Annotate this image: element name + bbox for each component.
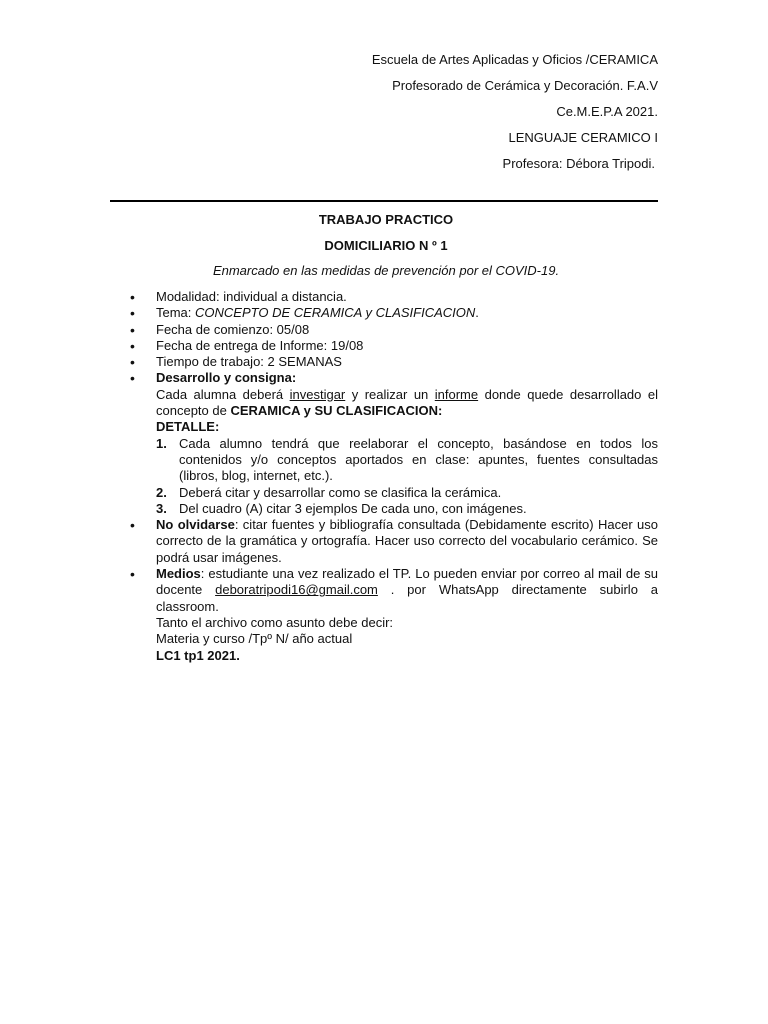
bullet-list bbox=[130, 289, 658, 664]
fecha-entrega-text: Fecha de entrega de Informe: 19/08 bbox=[156, 337, 364, 353]
list-item-desarrollo bbox=[130, 370, 658, 517]
asunto-line-3: LC1 tp1 2021. bbox=[156, 647, 240, 663]
asunto-line-1: Tanto el archivo como asunto debe decir: bbox=[156, 614, 394, 630]
desarrollo-text-1: Cada alumna deberá bbox=[156, 386, 290, 402]
medios-label: Medios bbox=[156, 566, 201, 582]
header-school: Escuela de Artes Aplicadas y Oficios /CERAMICA bbox=[371, 52, 658, 67]
olvidarse-text: : citar fuentes y bibliografía consultada (Debidamente escrito) Hacer uso correcto de la gramática y ortografía. Hacer uso correcto del vocabulario cerámico. Se podrá usar imágenes. bbox=[156, 517, 658, 565]
list-item-no-olvidarse bbox=[130, 517, 658, 566]
informe-underlined: informe bbox=[434, 386, 479, 402]
desarrollo-text-2: y realizar un bbox=[345, 386, 435, 402]
desarrollo-text-3: donde quede desarrollado el concepto de bbox=[156, 386, 658, 419]
detalle-item bbox=[156, 501, 658, 517]
email-link[interactable]: deboratripodi16@gmail.com bbox=[215, 582, 378, 598]
header-institution: Ce.M.E.P.A 2021. bbox=[556, 104, 658, 119]
list-item-modalidad bbox=[130, 289, 658, 305]
header-program: Profesorado de Cerámica y Decoración. F.A.V bbox=[392, 78, 658, 93]
desarrollo-paragraph bbox=[156, 387, 658, 420]
doc-title: TRABAJO PRACTICO bbox=[318, 212, 454, 227]
header-subject: LENGUAJE CERAMICO I bbox=[508, 130, 658, 145]
medios-text-1: : estudiante una vez realizado el TP. Lo pueden enviar por correo al mail de su docente bbox=[156, 566, 658, 598]
header-teacher: Profesora: Débora Tripodi. bbox=[502, 156, 655, 171]
detalle-item bbox=[156, 436, 658, 485]
desarrollo-label: • Desarrollo y consigna: bbox=[156, 370, 297, 386]
detalle-number: 2. bbox=[156, 484, 167, 500]
doc-title-number: DOMICILIARIO N º 1 bbox=[324, 238, 448, 253]
list-item-fecha-comienzo bbox=[130, 322, 658, 338]
list-item-tiempo bbox=[130, 354, 658, 370]
modalidad-text: Modalidad: individual a distancia. bbox=[156, 289, 347, 304]
detalle-list bbox=[156, 436, 658, 517]
detalle-number: 3. bbox=[156, 500, 167, 516]
investigar-underlined: investigar bbox=[289, 386, 346, 402]
horizontal-rule bbox=[110, 200, 658, 202]
medios-text-2: . por WhatsApp directamente subirlo a classroom. bbox=[156, 582, 658, 614]
detalle-text: Del cuadro (A) citar 3 ejemplos De cada uno, con imágenes. bbox=[179, 500, 527, 516]
list-item-tema bbox=[130, 305, 658, 321]
detalle-text: Deberá citar y desarrollar como se clasifica la cerámica. bbox=[179, 484, 502, 500]
detalle-text: Cada alumno tendrá que reelaborar el concepto, basándose en todos los contenidos y/o conceptos aportados en clase: apuntes, fuentes consultadas (libros, blog, internet, etc.). bbox=[179, 435, 658, 484]
tema-end: . bbox=[475, 305, 479, 321]
doc-subtitle: Enmarcado en las medidas de prevención por el COVID-19. bbox=[212, 263, 560, 278]
tema-value: CONCEPTO DE CERAMICA y CLASIFICACION bbox=[195, 305, 476, 321]
list-item-medios bbox=[130, 566, 658, 664]
detalle-number: 1. bbox=[156, 435, 167, 451]
medios-paragraph bbox=[156, 566, 658, 615]
asunto-line-2: Materia y curso /Tpº N/ año actual bbox=[156, 631, 353, 647]
desarrollo-bold: CERAMICA y SU CLASIFICACION: bbox=[230, 403, 443, 419]
tiempo-text: Tiempo de trabajo: 2 SEMANAS bbox=[156, 354, 342, 370]
tema-label: Tema: bbox=[156, 305, 196, 321]
olvidarse-label: No olvidarse bbox=[156, 517, 235, 533]
fecha-comienzo-text: Fecha de comienzo: 05/08 bbox=[156, 321, 310, 337]
detalle-item bbox=[156, 485, 658, 501]
list-item-fecha-entrega bbox=[130, 338, 658, 354]
detalle-label: DETALLE: bbox=[156, 419, 220, 435]
